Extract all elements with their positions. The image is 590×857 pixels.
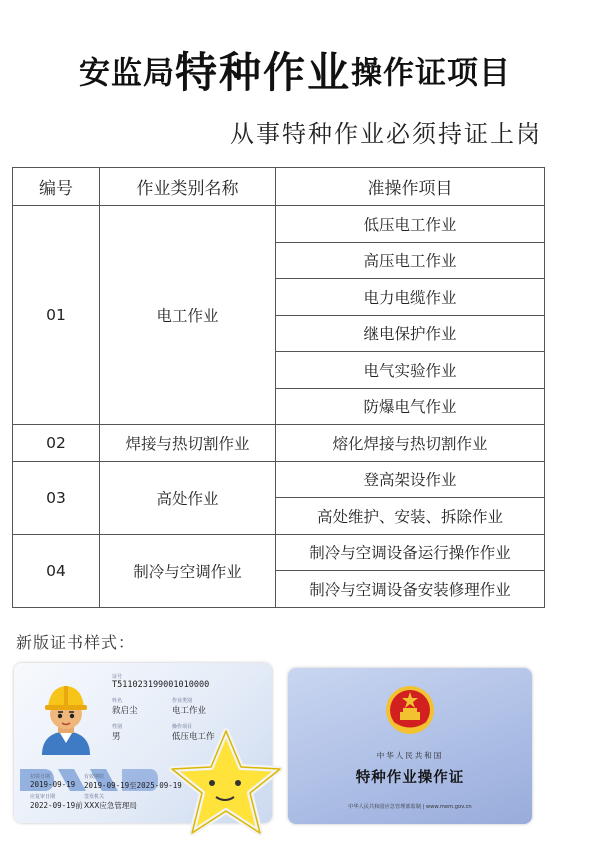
- holder-gender: 男: [112, 732, 121, 742]
- row-project: 制冷与空调设备安装修理作业: [276, 571, 545, 608]
- worker-avatar-icon: [36, 681, 96, 755]
- holder-project: 低压电工作: [172, 732, 215, 742]
- special-operations-table: [12, 167, 545, 608]
- id-label: 证号: [112, 674, 123, 680]
- holder-category: 电工作业: [172, 706, 207, 716]
- header-project: 准操作项目: [276, 168, 545, 206]
- review-date: 2022-09-19前: [30, 801, 83, 810]
- row-category: 焊接与热切割作业: [100, 425, 276, 462]
- card-title: 特种作业操作证: [355, 770, 465, 786]
- row-project: 防爆电气作业: [276, 388, 545, 425]
- row-project: 高处维护、安装、拆除作业: [276, 498, 545, 535]
- star-sticker-icon: [166, 727, 286, 839]
- row-project: 制冷与空调设备运行操作作业: [276, 534, 545, 571]
- row-code: 01: [13, 206, 100, 425]
- project-label: 操作项目: [172, 724, 193, 730]
- id-number: T511023199001010000: [112, 680, 210, 690]
- table-row: [13, 425, 545, 462]
- row-code: 04: [13, 534, 100, 607]
- row-project: 继电保护作业: [276, 315, 545, 352]
- category-label: 作业类别: [172, 698, 193, 704]
- title-prefix: 安监局: [78, 55, 175, 92]
- first-issue-date: 2019-09-19: [30, 780, 76, 789]
- row-category: 电工作业: [100, 206, 276, 425]
- header-category: 作业类别名称: [100, 168, 276, 206]
- card-country: 中华人民共和国: [376, 751, 444, 760]
- sample-label: 新版证书样式：: [16, 633, 136, 652]
- row-project: 熔化焊接与热切割作业: [276, 425, 545, 462]
- issuing-authority: XXX应急管理局: [84, 801, 137, 810]
- valid-period: 2019-09-19至2025-09-19: [84, 781, 182, 790]
- table-row: [13, 461, 545, 498]
- table-row: [13, 534, 545, 571]
- row-project: 电力电缆作业: [276, 279, 545, 316]
- authority-label: 签发机关: [84, 794, 105, 800]
- national-emblem-icon: [384, 684, 436, 736]
- table-row: [13, 206, 545, 243]
- page-title: [0, 40, 590, 100]
- row-project: 电气实验作业: [276, 352, 545, 389]
- page-subtitle: 从事特种作业必须持证上岗: [230, 120, 542, 148]
- row-project: 高压电工作业: [276, 242, 545, 279]
- row-project: 低压电工作业: [276, 206, 545, 243]
- table-header-row: [13, 168, 545, 206]
- card-footer: 中华人民共和国应急管理部监制 | www.mem.gov.cn: [348, 804, 472, 810]
- row-code: 02: [13, 425, 100, 462]
- first-issue-label: 初领日期: [30, 774, 51, 780]
- name-label: 姓名: [112, 698, 123, 704]
- valid-label: 有效期限: [84, 774, 105, 780]
- gender-label: 性别: [112, 724, 123, 730]
- row-project: 登高架设作业: [276, 461, 545, 498]
- row-code: 03: [13, 461, 100, 534]
- holder-name: 敘启尘: [112, 706, 138, 716]
- title-main: 特种作业: [174, 48, 351, 97]
- title-suffix: 操作证项目: [351, 55, 511, 92]
- certificate-card-back: [288, 668, 532, 824]
- row-category: 高处作业: [100, 461, 276, 534]
- row-category: 制冷与空调作业: [100, 534, 276, 607]
- header-code: 编号: [13, 168, 100, 206]
- review-label: 应复审日期: [30, 794, 56, 800]
